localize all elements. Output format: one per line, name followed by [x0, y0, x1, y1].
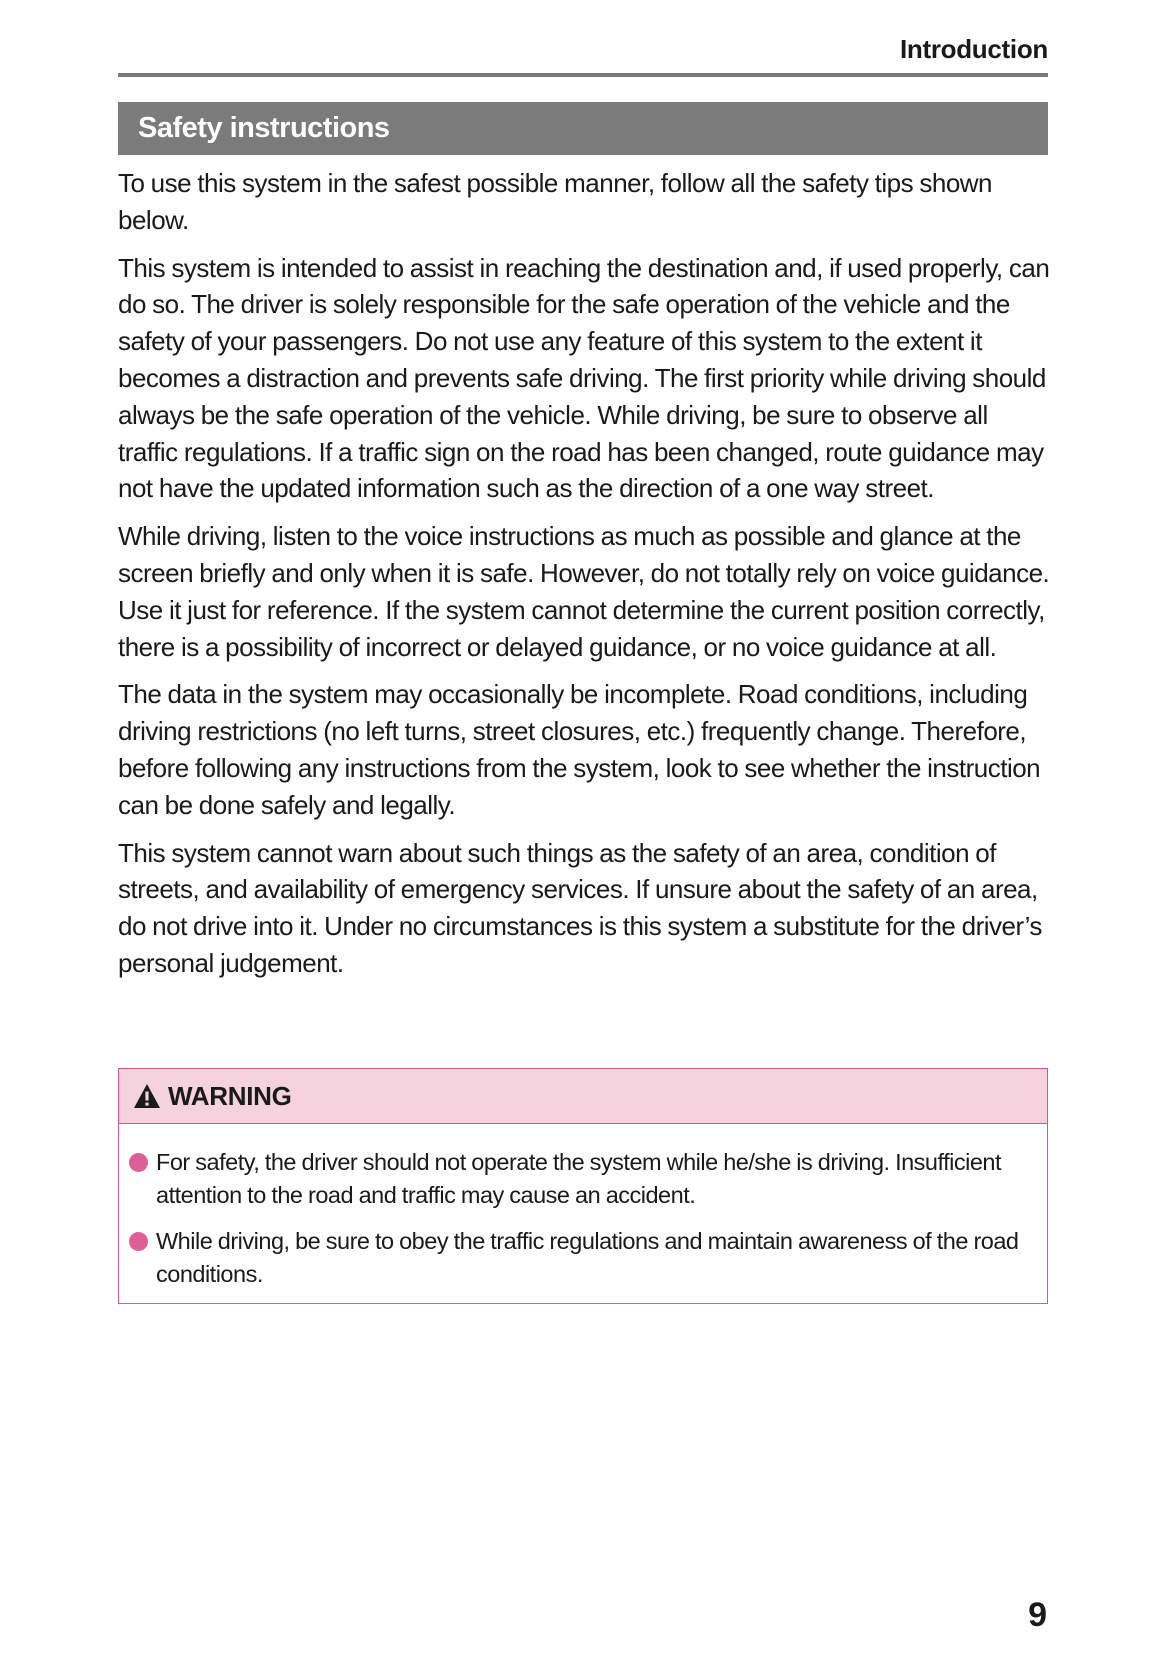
bullet-dot-icon — [129, 1153, 148, 1172]
body-text — [118, 165, 1053, 993]
warning-item-text: For safety, the driver should not operate the system while he/she is driving. Insufficient attention to the road and traffic may cause an accident. — [156, 1149, 1001, 1208]
warning-item — [129, 1225, 1031, 1291]
paragraph: To use this system in the safest possible manner, follow all the safety tips shown below. — [118, 168, 993, 235]
paragraph: The data in the system may occasionally be incomplete. Road conditions, including driving restrictions (no left turns, street closures, etc.) frequently change. Therefore, before following any instructions from the system, look to see whether the instruction can be done safely and legally. — [118, 679, 1041, 820]
warning-box — [118, 1068, 1048, 1304]
paragraph: While driving, listen to the voice instructions as much as possible and glance at the screen briefly and only when it is safe. However, do not totally rely on voice guidance. Use it just for reference. If the system cannot determine the current position correctly, there is a possibility of incorrect or delayed guidance, or no voice guidance at all. — [118, 521, 1050, 662]
paragraph: This system is intended to assist in reaching the destination and, if used properly, can do so. The driver is solely responsible for the safe operation of the vehicle and the safety of your passengers. Do not use any feature of this system to the extent it becomes a distraction and prevents safe driving. The first priority while driving should always be the safe operation of the vehicle. While driving, be sure to observe all traffic regulations. If a traffic sign on the road has been changed, route guidance may not have the updated information such as the direction of a one way street. — [118, 252, 1050, 504]
section-heading-bar — [118, 102, 1048, 155]
header-divider — [118, 73, 1048, 77]
paragraph: This system cannot warn about such things as the safety of an area, condition of streets, and availability of emergency services. If unsure about the safety of an area, do not drive into it. Under no circumstances is this system a substitute for the driver’s personal judgement. — [118, 837, 1042, 978]
warning-header — [119, 1069, 1047, 1124]
section-title: Safety instructions — [138, 112, 390, 144]
warning-triangle-icon — [133, 1083, 161, 1109]
bullet-dot-icon — [129, 1232, 148, 1251]
warning-item — [129, 1146, 1031, 1212]
chapter-header-label: Introduction — [899, 34, 1048, 64]
warning-title: WARNING — [168, 1080, 292, 1111]
page-number: 9 — [1028, 1596, 1047, 1634]
warning-item-text: While driving, be sure to obey the traffic regulations and maintain awareness of the road conditions. — [156, 1228, 1019, 1287]
warning-list — [119, 1124, 1047, 1291]
